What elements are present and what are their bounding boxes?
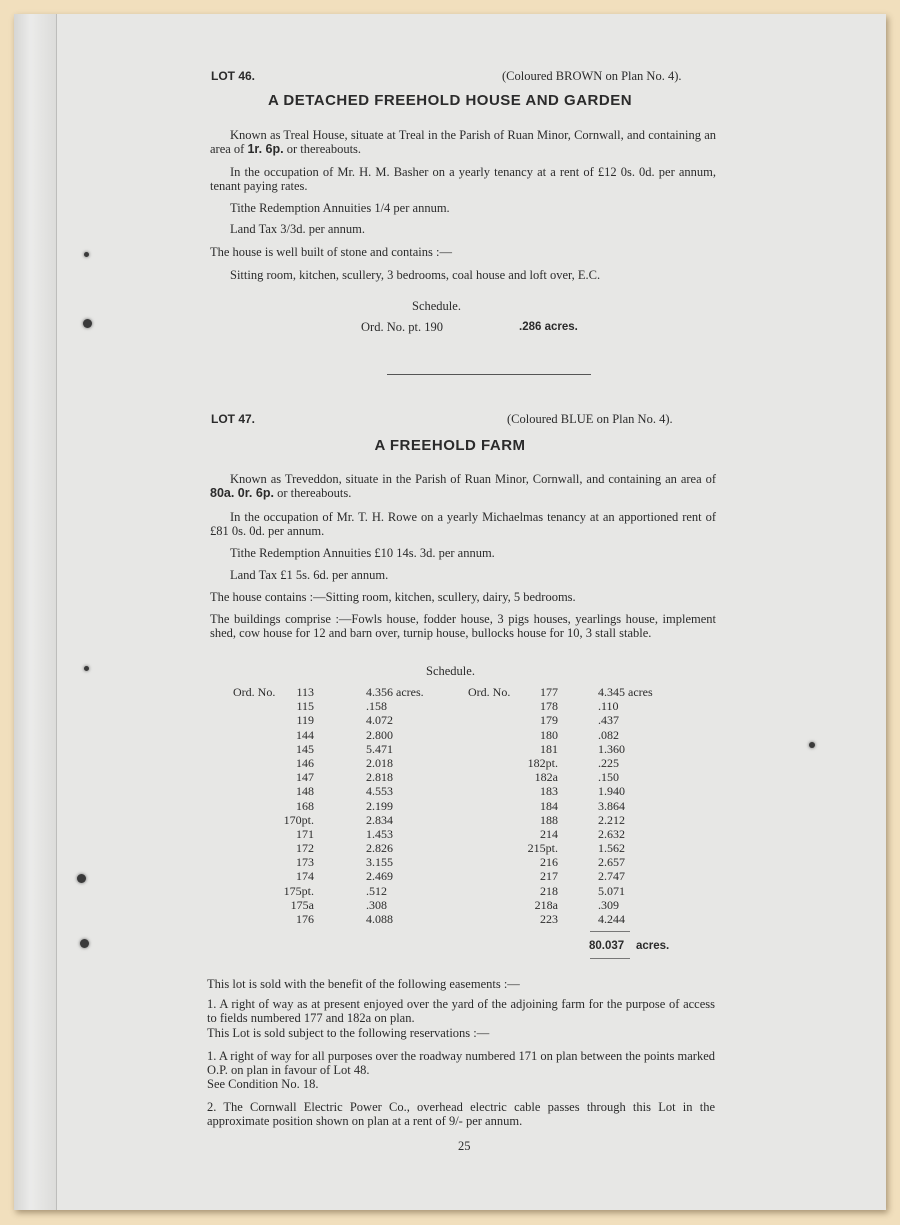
schedule-right-prefix: Ord. No. (468, 685, 511, 699)
schedule-ord-cell: 174 (296, 869, 314, 884)
total-rule-top (590, 931, 630, 932)
schedule-ord-cell: 182pt. (527, 755, 558, 770)
schedule-acres-cell: 5.071 (598, 883, 625, 898)
schedule-ord-cell: 180 (540, 727, 558, 742)
schedule-acres-cell: 1.940 (598, 784, 625, 799)
lot-46-house-intro: The house is well built of stone and contains :— (210, 245, 452, 259)
lot-47-occupation (210, 510, 716, 538)
lot-47-p1-text: Known as Treveddon, situate in the Parish of Ruan Minor, Cornwall, and containing an area of (230, 472, 716, 486)
schedule-ord-cell: 146 (296, 755, 314, 770)
schedule-ord-cell: 171 (296, 826, 314, 841)
lot-46-description (210, 128, 716, 156)
reservation-2-text: 2. The Cornwall Electric Power Co., overhead electric cable passes through this Lot in the approximate position shown on plan at a rent of 9/- per annum. (207, 1100, 715, 1128)
schedule-acres-cell: 5.471 (366, 741, 393, 756)
schedule-ord-cell: 148 (296, 784, 314, 799)
schedule-ord-cell: 177 (540, 685, 558, 699)
schedule-acres-cell: .512 (366, 883, 387, 898)
lot-46-occupation-text: In the occupation of Mr. H. M. Basher on a yearly tenancy at a rent of £12 0s. 0d. per annum, tenant paying rates. (210, 165, 716, 193)
schedule-acres-cell: 3.864 (598, 798, 625, 813)
schedule-ord-cell: 216 (540, 855, 558, 870)
lot-46-p1-text: Known as Treal House, situate at Treal in the Parish of Ruan Minor, Cornwall, and containing an area of (210, 128, 716, 156)
schedule-acres-cell: 2.199 (366, 798, 393, 813)
lot-47-buildings-text: The buildings comprise :—Fowls house, fodder house, 3 pigs houses, yearlings house, implement shed, cow house for 12 and barn over, turnip house, bullocks house for 10, 3 stall stable. (210, 612, 716, 640)
lot-46-p1-end: or thereabouts. (283, 142, 362, 156)
schedule-ord-cell: 175a (290, 897, 314, 912)
schedule-ord-cell: 176 (296, 912, 314, 926)
total-rule-bottom (590, 958, 630, 959)
page-content (14, 14, 886, 1210)
schedule-acres-cell: .437 (598, 713, 619, 728)
schedule-acres-cell: .110 (598, 699, 619, 714)
schedule-acres-cell: 2.818 (366, 770, 393, 785)
schedule-acres-cell: 3.155 (366, 855, 393, 870)
lot-47-schedule-label: Schedule. (426, 664, 475, 678)
schedule-ord-cell: 215pt. (527, 841, 558, 856)
schedule-left-acres-column (366, 685, 456, 926)
schedule-right-ord-column (510, 685, 558, 926)
schedule-ord-cell: 115 (296, 699, 314, 714)
lot-47-p1-end: or thereabouts. (273, 486, 352, 500)
easement-1-text: 1. A right of way as at present enjoyed over the yard of the adjoining farm for the purpose of access to fields numbered 177 and 182a on plan. (207, 997, 715, 1025)
lot-46-title: A DETACHED FREEHOLD HOUSE AND GARDEN (267, 92, 633, 109)
schedule-acres-cell: 2.747 (598, 869, 625, 884)
lot-46-occupation (210, 165, 716, 193)
lot-46-number: LOT 46. (211, 69, 256, 83)
lot-47-land-tax: Land Tax £1 5s. 6d. per annum. (230, 568, 389, 582)
schedule-ord-cell: 172 (296, 841, 314, 856)
schedule-ord-cell: 168 (296, 798, 314, 813)
schedule-ord-cell: 214 (540, 826, 558, 841)
schedule-total-value: 80.037 (589, 940, 625, 952)
schedule-ord-cell: 182a (534, 770, 558, 785)
schedule-ord-cell: 144 (296, 727, 314, 742)
schedule-acres-cell: .308 (366, 897, 387, 912)
schedule-acres-cell: 4.356 acres. (366, 685, 424, 699)
lot-47-tithe: Tithe Redemption Annuities £10 14s. 3d. per annum. (230, 546, 495, 560)
lot-46-tithe: Tithe Redemption Annuities 1/4 per annum. (230, 201, 450, 215)
schedule-ord-cell: 179 (540, 713, 558, 728)
schedule-ord-cell: 183 (540, 784, 558, 799)
schedule-ord-cell: 188 (540, 812, 558, 827)
section-divider (387, 374, 591, 375)
schedule-ord-cell: 184 (540, 798, 558, 813)
schedule-ord-cell: 175pt. (283, 883, 314, 898)
lot-46-rooms: Sitting room, kitchen, scullery, 3 bedrooms, coal house and loft over, E.C. (230, 268, 601, 282)
schedule-left-prefix: Ord. No. (233, 685, 276, 699)
schedule-ord-cell: 218 (540, 883, 558, 898)
schedule-ord-cell: 119 (296, 713, 314, 728)
lot-46-area: 1r. 6p. (247, 142, 284, 156)
schedule-acres-cell: 2.657 (598, 855, 625, 870)
schedule-acres-cell: 4.072 (366, 713, 393, 728)
document-page (14, 14, 886, 1210)
condition-note: See Condition No. 18. (207, 1077, 319, 1091)
lot-47-title: A FREEHOLD FARM (374, 437, 526, 454)
schedule-acres-cell: 2.632 (598, 826, 625, 841)
schedule-acres-cell: 2.212 (598, 812, 625, 827)
lot-47-area: 80a. 0r. 6p. (210, 486, 274, 500)
schedule-acres-cell: .158 (366, 699, 387, 714)
page-number: 25 (458, 1139, 471, 1153)
lot-46-land-tax: Land Tax 3/3d. per annum. (230, 222, 365, 236)
schedule-acres-cell: 4.244 (598, 912, 625, 926)
schedule-ord-cell: 145 (296, 741, 314, 756)
schedule-acres-cell: 4.088 (366, 912, 393, 926)
schedule-acres-cell: .225 (598, 755, 619, 770)
schedule-acres-cell: 4.345 acres (598, 685, 653, 699)
schedule-right-acres-column (598, 685, 688, 926)
lot-46-schedule-label: Schedule. (412, 299, 461, 313)
lot-46-schedule-acres: .286 acres. (519, 321, 578, 333)
lot-46-schedule-ord: Ord. No. pt. 190 (361, 320, 443, 334)
lot-46-colour-note: (Coloured BROWN on Plan No. 4). (502, 69, 682, 83)
schedule-acres-cell: 1.562 (598, 841, 625, 856)
schedule-acres-cell: 2.018 (366, 755, 393, 770)
schedule-ord-cell: 173 (296, 855, 314, 870)
schedule-acres-cell: 2.834 (366, 812, 393, 827)
schedule-ord-cell: 181 (540, 741, 558, 756)
schedule-acres-cell: 1.360 (598, 741, 625, 756)
lot-47-occupation-text: In the occupation of Mr. T. H. Rowe on a yearly Michaelmas tenancy at an apportioned rent of £81 0s. 0d. per annum. (210, 510, 716, 538)
lot-47-buildings (210, 612, 716, 640)
schedule-ord-cell: 113 (296, 685, 314, 699)
schedule-left-ord-column (276, 685, 314, 926)
lot-47-description (210, 472, 716, 500)
schedule-ord-cell: 147 (296, 770, 314, 785)
schedule-acres-cell: 4.553 (366, 784, 393, 799)
schedule-ord-cell: 178 (540, 699, 558, 714)
schedule-acres-cell: .309 (598, 897, 619, 912)
lot-47-house-contents: The house contains :—Sitting room, kitchen, scullery, dairy, 5 bedrooms. (210, 590, 576, 604)
reservation-1 (207, 1049, 715, 1077)
lot-47-number: LOT 47. (211, 412, 256, 426)
reservation-1-text: 1. A right of way for all purposes over the roadway numbered 171 on plan between the points marked O.P. on plan in favour of Lot 48. (207, 1049, 715, 1077)
schedule-ord-cell: 170pt. (283, 812, 314, 827)
schedule-acres-cell: 2.826 (366, 841, 393, 856)
easements-intro: This lot is sold with the benefit of the following easements :— (207, 977, 520, 991)
schedule-acres-cell: 1.453 (366, 826, 393, 841)
easement-1 (207, 997, 715, 1025)
schedule-ord-cell: 217 (540, 869, 558, 884)
schedule-ord-cell: 218a (534, 897, 558, 912)
schedule-total-unit: acres. (636, 940, 670, 952)
schedule-acres-cell: .082 (598, 727, 619, 742)
lot-47-colour-note: (Coloured BLUE on Plan No. 4). (507, 412, 673, 426)
schedule-acres-cell: 2.800 (366, 727, 393, 742)
schedule-ord-cell: 223 (540, 912, 558, 926)
schedule-acres-cell: 2.469 (366, 869, 393, 884)
reservation-2 (207, 1100, 715, 1128)
schedule-acres-cell: .150 (598, 770, 619, 785)
reservations-intro: This Lot is sold subject to the following reservations :— (207, 1026, 490, 1040)
